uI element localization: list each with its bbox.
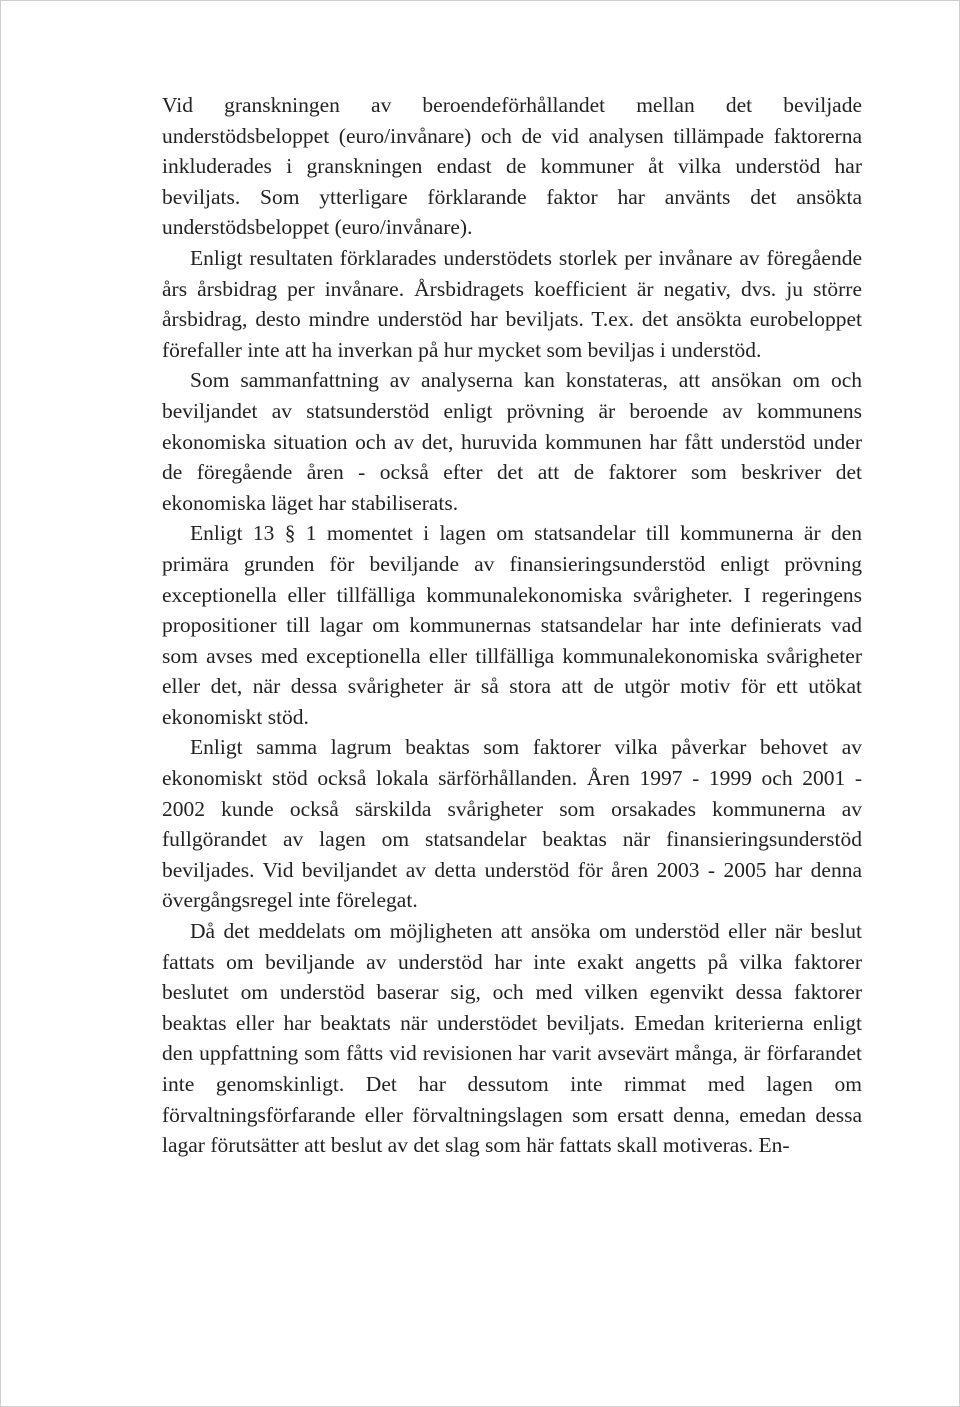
paragraph-3: Som sammanfattning av analyserna kan konstateras, att ansökan om och beviljandet av statsunderstöd enligt prövning är beroende av kommunens ekonomiska situation och av det, huruvida kommunen har fått understöd under de föregående åren - också efter det att de faktorer som beskriver det ekonomiska läget har stabiliserats. xyxy=(162,368,862,515)
paragraph-5: Enligt samma lagrum beaktas som faktorer vilka påverkar behovet av ekonomiskt stöd också lokala särförhållanden. Åren 1997 - 1999 och 2001 - 2002 kunde också särskilda svårigheter som orsakades kommunerna av fullgörandet av lagen om statsandelar beaktas när finansieringsunderstöd beviljades. Vid beviljandet av detta understöd för åren 2003 - 2005 har denna övergångsregel inte förelegat. xyxy=(162,735,862,913)
paragraph-6: Då det meddelats om möjligheten att ansöka om understöd eller när beslut fattats om beviljande av understöd har inte exakt angetts på vilka faktorer beslutet om understöd baserar sig, och med vilken egenvikt dessa faktorer beaktas eller har beaktats när understödet beviljats. Emedan kriterierna enligt den uppfattning som fåtts vid revisionen har varit avsevärt många, är förfarandet inte genomskinligt. Det har dessutom inte rimmat med lagen om förvaltningsförfarande eller förvaltningslagen som ersatt denna, emedan dessa lagar förutsätter att beslut av det slag som här fattats skall motiveras. En- xyxy=(162,919,862,1158)
paragraph-4: Enligt 13 § 1 momentet i lagen om statsandelar till kommunerna är den primära grunden för beviljande av finansieringsunderstöd enligt prövning exceptionella eller tillfälliga kommunalekonomiska svårigheter. I regeringens propositioner till lagar om kommunernas statsandelar har inte definierats vad som avses med exceptionella eller tillfälliga kommunalekonomiska svårigheter eller det, när dessa svårigheter är så stora att de utgör motiv för ett utökat ekonomiskt stöd. xyxy=(162,521,862,729)
paragraph-2: Enligt resultaten förklarades understödets storlek per invånare av föregående års årsbidrag per invånare. Årsbidragets koefficient är negativ, dvs. ju större årsbidrag, desto mindre understöd har beviljats. T.ex. det ansökta eurobeloppet förefaller inte att ha inverkan på hur mycket som beviljas i understöd. xyxy=(162,245,862,362)
document-body xyxy=(162,90,862,1161)
paragraph-1: Vid granskningen av beroendeförhållandet mellan det beviljade understödsbeloppet (euro/invånare) och de vid analysen tillämpade faktorerna inkluderades i granskningen endast de kommuner åt vilka understöd har beviljats. Som ytterligare förklarande faktor har använts det ansökta understödsbeloppet (euro/invånare). xyxy=(162,93,862,240)
